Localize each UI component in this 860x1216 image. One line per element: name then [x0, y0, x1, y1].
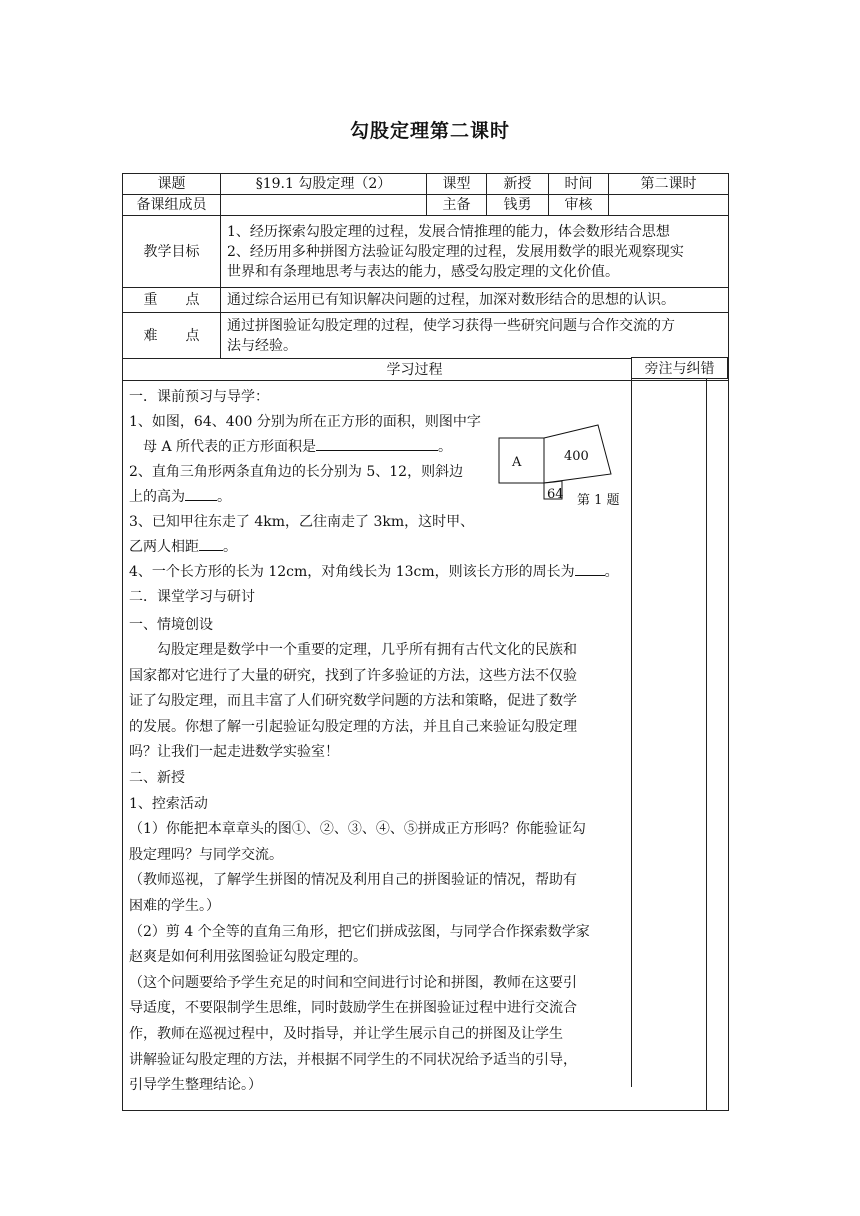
question-4: [129, 560, 702, 585]
question-text: 。: [217, 489, 231, 505]
question-text: 3、已知甲往东走了 4km，乙往南走了 3km，这时甲、: [129, 514, 475, 530]
question-text: 母 A 所代表的正方形面积是: [143, 439, 317, 455]
question-3-cont: [129, 535, 702, 560]
intro-line: 勾股定理是数学中一个重要的定理，几乎所有拥有古代文化的民族和: [157, 642, 577, 658]
review-label: 审核: [549, 195, 609, 216]
difficulty-line: 通过拼图验证勾股定理的过程，使学习获得一些研究问题与合作交流的方: [227, 317, 675, 334]
answer-blank[interactable]: [185, 486, 217, 501]
lesson-plan-table: [122, 173, 729, 1111]
question-text: 1、如图，64、400 分别为所在正方形的面积，则图中字: [129, 414, 481, 430]
goal-line: 2、经历用多种拼图方法验证勾股定理的过程，发展用数学的眼光观察现实: [227, 243, 684, 260]
time-value: 第二课时: [609, 174, 729, 195]
task-2: （2）剪 4 个全等的直角三角形，把它们拼成弦图，与同学合作探索数学家: [129, 923, 590, 940]
goal-line: 世界和有条理地思考与表达的能力，感受勾股定理的文化价值。: [227, 263, 619, 280]
header-row-1: [123, 174, 729, 195]
difficulty-line: 法与经验。: [227, 337, 297, 354]
key-text: 通过综合运用已有知识解决问题的过程，加深对数形结合的思想的认识。: [221, 288, 729, 313]
label-400: 400: [564, 449, 589, 464]
header-row-2: [123, 195, 729, 216]
intro-line: 的发展。你想了解一引起验证勾股定理的方法，并且自己来验证勾股定理: [129, 718, 577, 735]
section-new: 二、新授: [129, 769, 185, 786]
key-row: [123, 288, 729, 313]
type-value: 新授: [487, 174, 549, 195]
intro-line: 国家都对它进行了大量的研究，找到了许多验证的方法，这些方法不仅验: [129, 667, 577, 684]
question-text: 乙两人相距: [129, 539, 199, 555]
members-value: [221, 195, 427, 216]
label-a: A: [512, 455, 522, 470]
task-2-note: 讲解验证勾股定理的方法，并根据不同学生的不同状况给予适当的引导，: [129, 1051, 577, 1068]
intro-line: 吗？让我们一起走进数学实验室！: [129, 744, 339, 761]
time-label: 时间: [549, 174, 609, 195]
task-1: 股定理吗？与同学交流。: [129, 846, 283, 863]
question-text: 上的高为: [129, 489, 185, 505]
type-label: 课型: [427, 174, 487, 195]
topic-label: 课题: [123, 174, 221, 195]
task-2-note: 作，教师在巡视过程中，及时指导，并让学生展示自己的拼图及让学生: [129, 1025, 563, 1042]
members-label: 备课组成员: [123, 195, 221, 216]
difficulty-label: 难 点: [123, 313, 221, 359]
difficulty-row: [123, 313, 729, 359]
answer-blank[interactable]: [575, 561, 605, 576]
activity-heading: 1、控索活动: [129, 795, 208, 812]
answer-blank[interactable]: [316, 436, 438, 451]
section-preview: 一．课前预习与导学：: [129, 389, 269, 405]
goal-text: [221, 216, 729, 288]
label-64: 64: [547, 487, 564, 502]
key-label: 重 点: [123, 288, 221, 313]
notes-header-label: 旁注与纠错: [631, 357, 728, 379]
task-1: （1）你能把本章章头的图①、②、③、④、⑤拼成正方形吗？你能验证勾: [129, 821, 586, 838]
page-title: 勾股定理第二课时: [349, 120, 510, 142]
task-1-note: （教师巡视，了解学生拼图的情况及利用自己的拼图验证的情况，帮助有: [129, 872, 577, 889]
goal-row: [123, 216, 729, 288]
process-row: [123, 381, 729, 1111]
topic-value: §19.1 勾股定理（2）: [221, 174, 427, 195]
author-value: 钱勇: [487, 195, 549, 216]
author-label: 主备: [427, 195, 487, 216]
question-text: 。: [438, 439, 453, 455]
task-2-note: （这个问题要给予学生充足的时间和空间进行讨论和拼图，教师在这要引: [129, 974, 577, 991]
task-2-note: 导适度，不要限制学生思维，同时鼓励学生在拼图验证过程中进行交流合: [129, 1000, 577, 1017]
section-scenario: 一、情境创设: [129, 617, 213, 633]
goal-label: 教学目标: [123, 216, 221, 288]
question-text: 。: [223, 539, 237, 555]
goal-line: 1、经历探索勾股定理的过程，发展合情推理的能力，体会数形结合思想: [227, 223, 670, 240]
figure-caption: 第 1 题: [577, 493, 620, 508]
difficulty-text: [221, 313, 729, 359]
task-2: 赵爽是如何利用弦图验证勾股定理的。: [129, 949, 367, 966]
notes-column: [707, 381, 729, 1111]
section-classroom: 二．课堂学习与研讨: [129, 589, 255, 605]
process-body: [123, 381, 707, 1111]
answer-blank[interactable]: [199, 536, 223, 551]
intro-line: 证了勾股定理，而且丰富了人们研究数学问题的方法和策略，促进了数学: [129, 693, 577, 710]
process-header: 学习过程: [123, 359, 707, 381]
square-a: [499, 438, 544, 483]
notes-divider: [631, 378, 632, 1087]
review-value: [609, 195, 729, 216]
question-text: 。: [604, 564, 619, 580]
task-2-note: 引导学生整理结论。）: [129, 1077, 262, 1094]
task-1-note: 困难的学生。）: [129, 897, 220, 914]
question-1-figure: [495, 423, 635, 523]
question-text: 4、一个长方形的长为 12cm，对角线长为 13cm，则该长方形的周长为: [129, 564, 575, 580]
question-text: 2、直角三角形两条直角边的长分别为 5、12，则斜边: [129, 464, 464, 480]
